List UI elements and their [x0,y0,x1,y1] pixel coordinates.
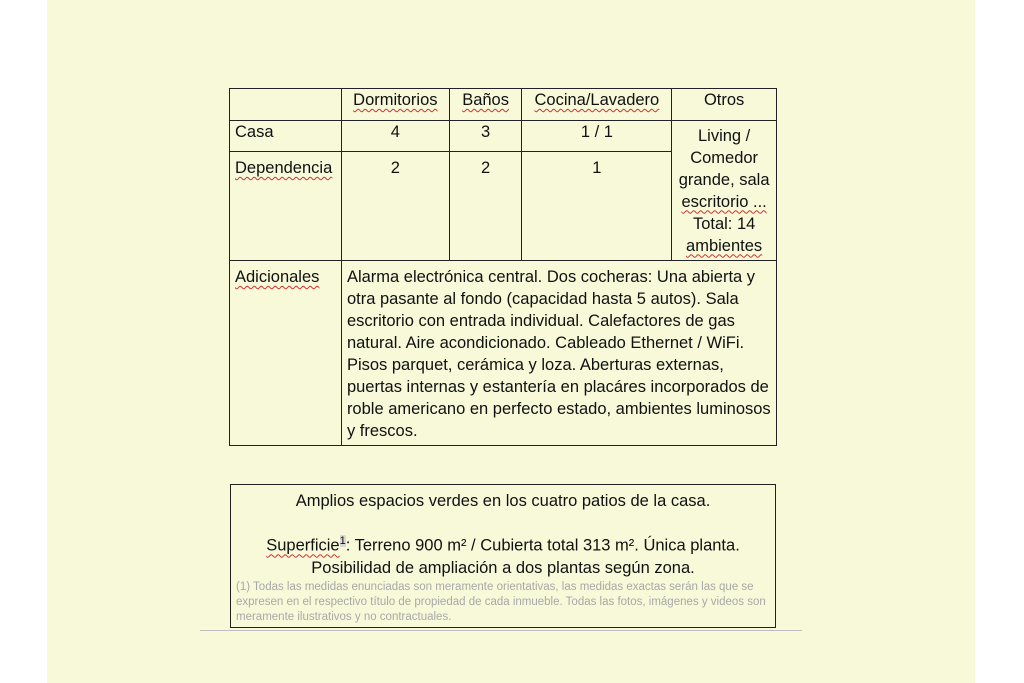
casa-cocina: 1 / 1 [522,121,672,152]
row-label-adicionales: Adicionales [230,261,342,446]
otros-cell [672,121,777,261]
header-otros: Otros [672,89,777,121]
divider-line [200,630,802,631]
otros-line: grande, sala [678,170,770,189]
otros-line: Living / [697,126,751,145]
header-cocina: Cocina/Lavadero [522,89,672,121]
table-row-casa [230,121,777,152]
superficie-details: : Terreno 900 m² / Cubierta total 313 m². Única planta. Posibilidad de ampliación a dos plantas según zona. [311,536,740,577]
casa-banos: 3 [449,121,522,152]
casa-dormitorios: 4 [341,121,449,152]
superficie-text [231,530,775,579]
header-empty-cell [230,89,342,121]
dependencia-dormitorios: 2 [341,152,449,261]
otros-line: Total: 14 [692,214,756,233]
surface-info-box [230,484,776,628]
dependencia-banos: 2 [449,152,522,261]
header-dormitorios: Dormitorios [341,89,449,121]
superficie-label: Superficie [266,536,340,555]
adicionales-text: Alarma electrónica central. Dos cocheras: Una abierta y otra pasante al fondo (capacidad hasta 5 autos). Sala escritorio con entrada individual. Calefactores de gas natural. Aire acondicionado. Cableado Ethernet / WiFi. Pisos parquet, cerámica y loza. Aberturas externas, puertas internas y estantería en placáres incorporados de roble americano en perfecto estado, ambientes luminosos y frescos. [341,261,776,446]
footnote-text: (1) Todas las medidas enunciadas son meramente orientativas, las medidas exactas serán las que se expresen en el respectivo título de propiedad de cada inmueble. Todas las fotos, imágenes y videos son meramente ilustrativos y no contractuales. [236,580,766,623]
otros-line: ambientes [686,236,763,255]
table-header-row [230,89,777,121]
otros-line: Comedor [690,148,759,167]
row-label-casa: Casa [230,121,342,152]
row-label-dependencia: Dependencia [230,152,342,261]
footnote-ref: 1 [339,535,346,547]
features-table [229,88,777,446]
green-spaces-text: Amplios espacios verdes en los cuatro patios de la casa. [295,492,711,510]
header-banos: Baños [449,89,522,121]
table-row-adicionales [230,261,777,446]
otros-line: escritorio ... [681,192,767,211]
dependencia-cocina: 1 [522,152,672,261]
